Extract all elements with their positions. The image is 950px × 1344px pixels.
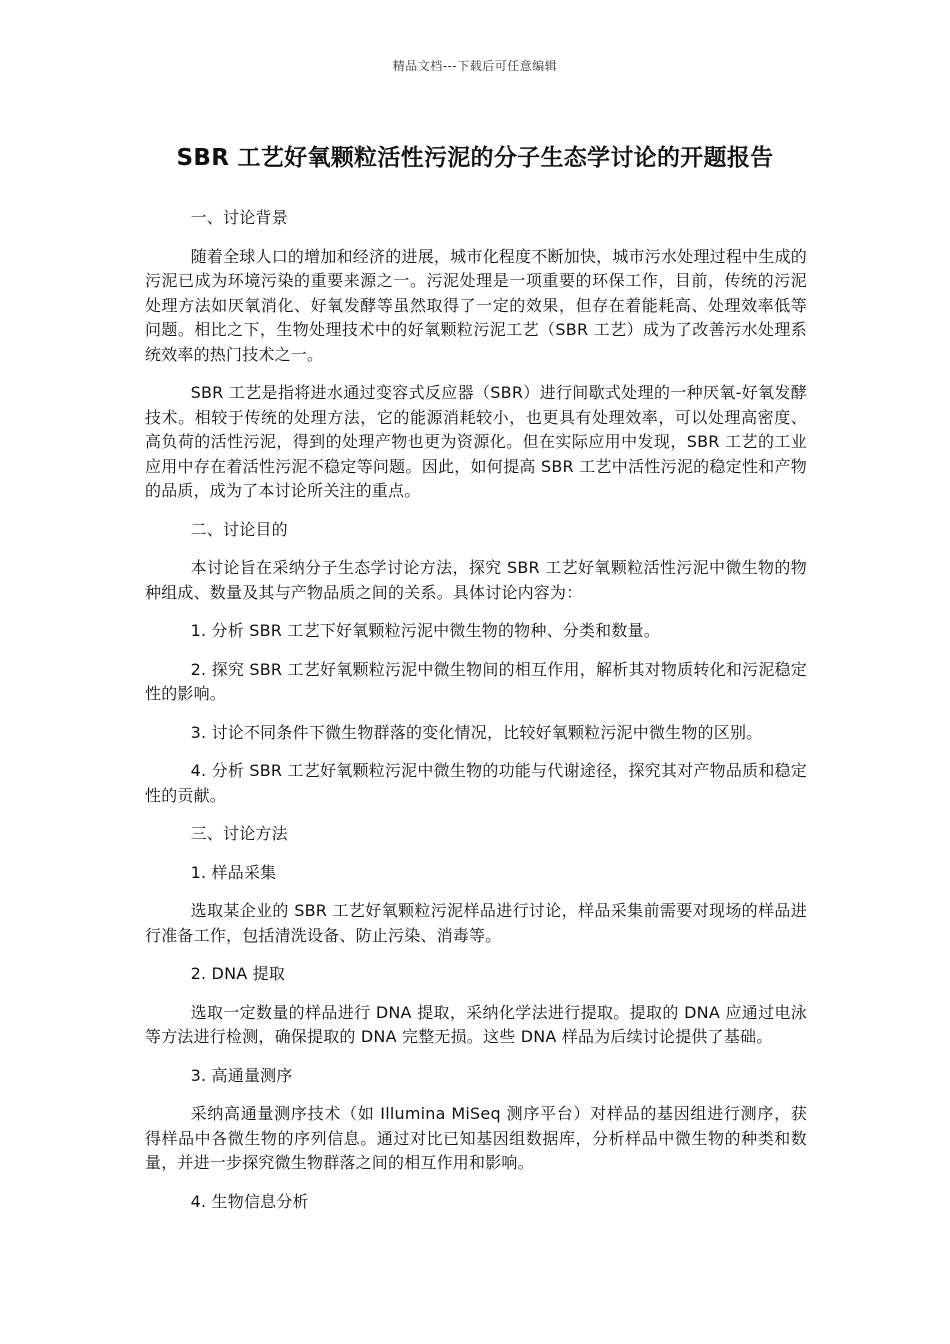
list-item: 4. 分析 SBR 工艺好氧颗粒污泥中微生物的功能与代谢途径，探究其对产物品质和稳定性的贡献。 (145, 761, 807, 805)
body-paragraph: 本讨论旨在采纳分子生态学讨论方法，探究 SBR 工艺好氧颗粒活性污泥中微生物的物种组成、数量及其与产物品质之间的关系。具体讨论内容为： (145, 558, 807, 602)
body-paragraph: 选取一定数量的样品进行 DNA 提取，采纳化学法进行提取。提取的 DNA 应通过电泳等方法进行检测，确保提取的 DNA 完整无损。这些 DNA 样品为后续讨论提供了基础。 (145, 1002, 807, 1046)
body-paragraph: 选取某企业的 SBR 工艺好氧颗粒污泥样品进行讨论，样品采集前需要对现场的样品进行准备工作，包括清洗设备、防止污染、消毒等。 (145, 901, 807, 945)
section-heading-methods: 三、讨论方法 (190, 824, 288, 843)
body-paragraph: SBR 工艺是指将进水通过变容式反应器（SBR）进行间歇式处理的一种厌氧-好氧发酵技术。相较于传统的处理方法，它的能源消耗较小，也更具有处理效率，可以处理高密度、高负荷的活性污泥，得到的处理产物也更为资源化。但在实际应用中发现，SBR 工艺的工业应用中存在着活性污泥不稳定等问题。因此，如何提高 SBR 工艺中活性污泥的稳定性和产物的品质，成为了本讨论所关注的重点。 (145, 383, 807, 500)
section-heading-purpose: 二、讨论目的 (190, 519, 288, 539)
header-note: 精品文档---下载后可任意编辑 (392, 59, 558, 73)
body-paragraph: 随着全球人口的增加和经济的进展，城市化程度不断加快，城市污水处理过程中生成的污泥已成为环境污染的重要来源之一。污泥处理是一项重要的环保工作，目前，传统的污泥处理方法如厌氧消化、好氧发酵等虽然取得了一定的效果，但存在着能耗高、处理效率低等问题。相比之下，生物处理技术中的好氧颗粒污泥工艺（SBR 工艺）成为了改善污水处理系统效率的热门技术之一。 (145, 246, 807, 364)
subsection-heading: 2. DNA 提取 (190, 964, 286, 983)
list-item: 1. 分析 SBR 工艺下好氧颗粒污泥中微生物的物种、分类和数量。 (190, 621, 660, 640)
document-body (145, 206, 807, 1228)
subsection-heading: 1. 样品采集 (190, 862, 277, 882)
subsection-heading: 3. 高通量测序 (190, 1065, 293, 1085)
section-heading-background: 一、讨论背景 (190, 208, 288, 227)
body-paragraph: 采纳高通量测序技术（如 Illumina MiSeq 测序平台）对样品的基因组进行测序，获得样品中各微生物的序列信息。通过对比已知基因组数据库，分析样品中微生物的种类和数量，并进一步探究微生物群落之间的相互作用和影响。 (145, 1104, 807, 1172)
list-item: 3. 讨论不同条件下微生物群落的变化情况，比较好氧颗粒污泥中微生物的区别。 (190, 722, 763, 742)
subsection-heading: 4. 生物信息分析 (190, 1191, 309, 1211)
list-item: 2. 探究 SBR 工艺好氧颗粒污泥中微生物间的相互作用，解析其对物质转化和污泥稳定性的影响。 (145, 659, 807, 703)
document-title: SBR 工艺好氧颗粒活性污泥的分子生态学讨论的开题报告 (176, 145, 774, 171)
